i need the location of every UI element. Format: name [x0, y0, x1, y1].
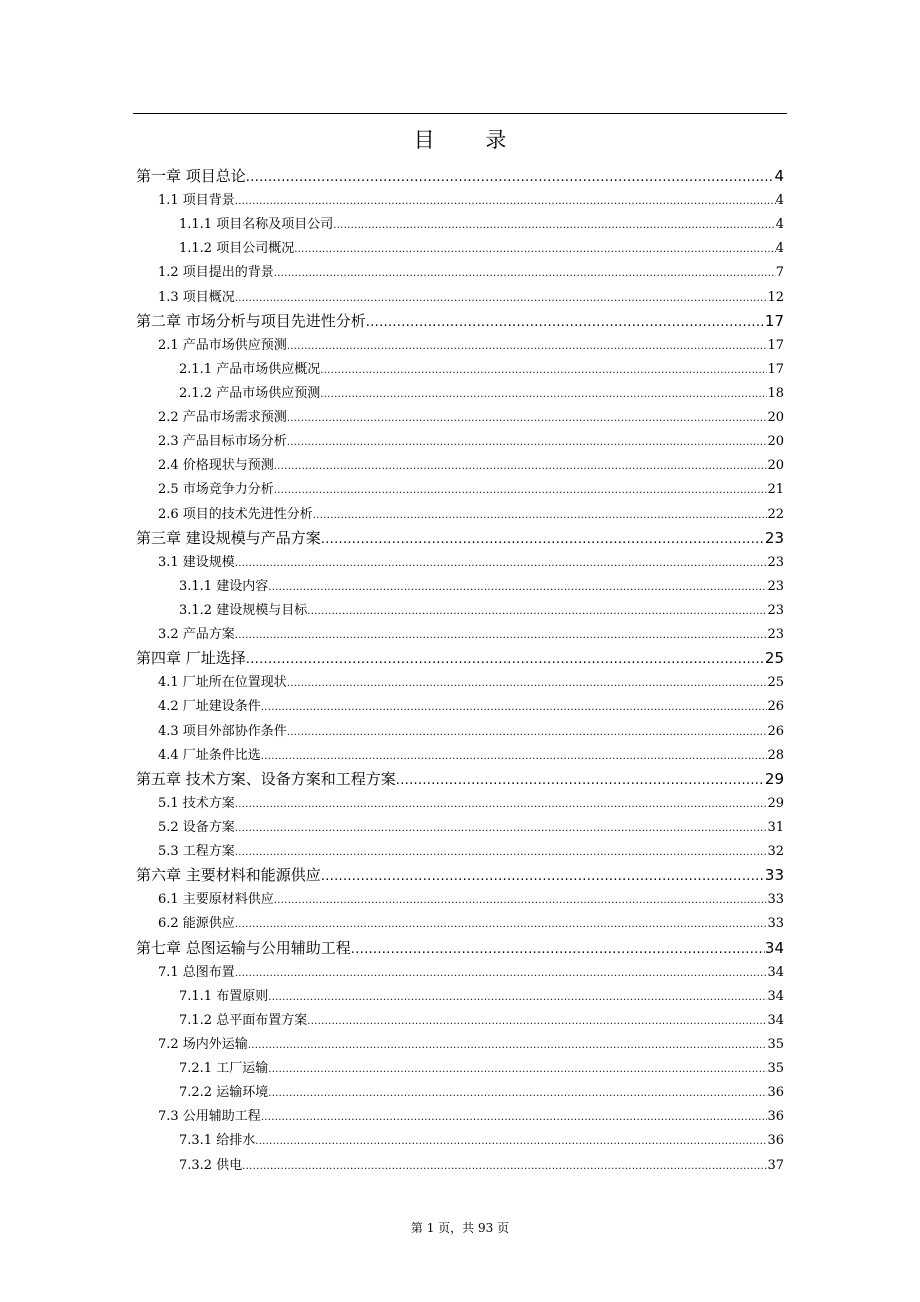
toc-page-number: 36: [767, 1109, 784, 1125]
toc-subsection[interactable]: [136, 1154, 784, 1178]
toc-section[interactable]: [136, 695, 784, 719]
toc-subsection[interactable]: [136, 213, 784, 237]
toc-page-number: 23: [767, 602, 784, 618]
toc-dot-leader: [274, 895, 768, 906]
toc-dot-leader: [235, 823, 768, 834]
toc-section[interactable]: [136, 840, 784, 864]
toc-chapter[interactable]: [136, 864, 784, 888]
toc-entry-title: 1.1 项目背景: [158, 193, 235, 209]
toc-entry-title: 5.1 技术方案: [158, 795, 235, 811]
toc-chapter[interactable]: [136, 647, 784, 671]
toc-subsection[interactable]: [136, 575, 784, 599]
toc-entry-title: 第六章 主要材料和能源供应: [136, 866, 321, 885]
toc-page-number: 4: [775, 241, 784, 257]
toc-page-number: 20: [767, 410, 784, 426]
toc-page-number: 12: [767, 289, 784, 305]
toc-section[interactable]: [136, 430, 784, 454]
toc-entry-title: 第七章 总图运输与公用辅助工程: [136, 938, 351, 957]
header-rule: [133, 113, 787, 114]
toc-section[interactable]: [136, 720, 784, 744]
toc-entry-title: 1.3 项目概况: [158, 289, 235, 305]
toc-dot-leader: [235, 799, 768, 810]
toc-chapter[interactable]: [136, 527, 784, 551]
toc-page-number: 21: [767, 482, 784, 498]
toc-section[interactable]: [136, 623, 784, 647]
toc-section[interactable]: [136, 792, 784, 816]
toc-entry-title: 5.3 工程方案: [158, 844, 235, 860]
toc-entry-title: 2.1 产品市场供应预测: [158, 337, 287, 353]
toc-dot-leader: [235, 968, 768, 979]
page-footer: 第 1 页，共 93 页: [410, 1221, 510, 1235]
toc-section[interactable]: [136, 671, 784, 695]
toc-page-number: 17: [764, 311, 784, 330]
toc-section[interactable]: [136, 406, 784, 430]
toc-page-number: 28: [767, 747, 784, 763]
toc-page-number: 23: [767, 627, 784, 643]
toc-subsection[interactable]: [136, 1009, 784, 1033]
toc-section[interactable]: [136, 261, 784, 285]
toc-entry-title: 7.2 场内外运输: [158, 1037, 248, 1053]
toc-entry-title: 2.2 产品市场需求预测: [158, 410, 287, 426]
toc-entry-title: 7.2.1 工厂运输: [179, 1061, 269, 1077]
toc-entry-title: 5.2 设备方案: [158, 820, 235, 835]
toc-section[interactable]: [136, 334, 784, 358]
toc-entry-title: 6.2 能源供应: [158, 916, 235, 932]
toc-page-number: 34: [767, 964, 784, 980]
toc-page-number: 7: [775, 265, 784, 281]
toc-page-number: 26: [767, 723, 784, 739]
toc-dot-leader: [235, 293, 768, 304]
toc-dot-leader: [333, 220, 776, 231]
toc-section[interactable]: [136, 1033, 784, 1057]
toc-dot-leader: [248, 1040, 768, 1051]
toc-subsection[interactable]: [136, 599, 784, 623]
toc-subsection[interactable]: [136, 358, 784, 382]
toc-page-number: 20: [767, 434, 784, 450]
toc-page-number: 35: [767, 1061, 784, 1077]
toc-page-number: 34: [767, 988, 784, 1004]
toc-entry-title: 1.1.1 项目名称及项目公司: [179, 217, 334, 233]
toc-page-number: 33: [767, 892, 784, 908]
toc-page-number: 18: [767, 386, 784, 402]
toc-entry-title: 4.4 厂址条件比选: [158, 747, 261, 763]
toc-entry-title: 2.1.2 产品市场供应预测: [179, 386, 321, 402]
toc-chapter[interactable]: [136, 937, 784, 961]
page-title: 目 录: [413, 128, 529, 152]
toc-chapter[interactable]: [136, 768, 784, 792]
toc-section[interactable]: [136, 551, 784, 575]
toc-page-number: 34: [764, 938, 784, 957]
toc-subsection[interactable]: [136, 1129, 784, 1153]
toc-entry-title: 4.1 厂址所在位置现状: [158, 675, 287, 691]
toc-dot-leader: [274, 268, 776, 279]
toc-dot-leader: [307, 606, 767, 617]
toc-entry-title: 7.3.1 给排水: [179, 1133, 256, 1149]
toc-entry-title: 7.2.2 运输环境: [179, 1085, 269, 1101]
toc-subsection[interactable]: [136, 985, 784, 1009]
toc-entry-title: 第一章 项目总论: [136, 167, 246, 185]
toc-dot-leader: [268, 1064, 767, 1075]
toc-page-number: 23: [764, 528, 784, 547]
toc-page-number: 22: [767, 506, 784, 522]
toc-entry-title: 7.3 公用辅助工程: [158, 1109, 261, 1125]
toc-page-number: 17: [767, 337, 784, 353]
toc-page-number: 26: [767, 699, 784, 715]
toc-page-number: 29: [767, 795, 784, 811]
toc-subsection[interactable]: [136, 237, 784, 261]
toc-dot-leader: [274, 461, 768, 472]
toc-page-number: 31: [767, 820, 784, 835]
toc-page-number: 25: [767, 675, 784, 691]
toc-section[interactable]: [136, 961, 784, 985]
toc-subsection[interactable]: [136, 382, 784, 406]
toc-page-number: 23: [767, 554, 784, 570]
toc-page-number: 34: [767, 1012, 784, 1028]
toc-page-number: 20: [767, 458, 784, 474]
toc-page-number: 36: [767, 1085, 784, 1101]
toc-section[interactable]: [136, 286, 784, 310]
toc-dot-leader: [287, 341, 768, 352]
toc-dot-leader: [246, 170, 775, 185]
toc-dot-leader: [287, 413, 768, 424]
toc-entry-title: 2.6 项目的技术先进性分析: [158, 506, 313, 522]
toc-section[interactable]: [136, 912, 784, 936]
toc-dot-leader: [307, 1016, 767, 1027]
toc-section[interactable]: [136, 454, 784, 478]
toc-page-number: 4: [774, 167, 784, 185]
toc-chapter[interactable]: [136, 310, 784, 334]
toc-section[interactable]: [136, 1105, 784, 1129]
toc-subsection[interactable]: [136, 1057, 784, 1081]
toc-dot-leader: [274, 485, 768, 496]
toc-dot-leader: [366, 315, 765, 330]
toc-entry-title: 2.1.1 产品市场供应概况: [179, 361, 321, 377]
toc-entry-title: 7.1.2 总平面布置方案: [179, 1012, 308, 1028]
toc-entry-title: 4.3 项目外部协作条件: [158, 723, 287, 739]
toc-dot-leader: [320, 389, 767, 400]
toc-entry-title: 3.1.1 建设内容: [179, 578, 269, 594]
toc-dot-leader: [313, 510, 768, 521]
toc-dot-leader: [235, 630, 768, 641]
toc-section[interactable]: [136, 744, 784, 768]
toc-entry-title: 7.3.2 供电: [179, 1157, 243, 1173]
toc-entry-title: 1.1.2 项目公司概况: [179, 241, 295, 257]
toc-entry-title: 7.1.1 布置原则: [179, 988, 269, 1004]
toc-dot-leader: [235, 847, 768, 858]
toc-entry-title: 3.1.2 建设规模与目标: [179, 602, 308, 618]
toc-dot-leader: [268, 992, 767, 1003]
toc-section[interactable]: [136, 888, 784, 912]
toc-dot-leader: [261, 1112, 768, 1123]
toc-section[interactable]: [136, 478, 784, 502]
toc-dot-leader: [351, 942, 765, 957]
toc-entry-title: 1.2 项目提出的背景: [158, 265, 274, 281]
toc-dot-leader: [287, 437, 768, 448]
toc-page-number: 32: [767, 844, 784, 860]
toc-entry-title: 2.5 市场竞争力分析: [158, 482, 274, 498]
toc-entry-title: 4.2 厂址建设条件: [158, 699, 261, 715]
toc-entry-title: 第二章 市场分析与项目先进性分析: [136, 311, 366, 330]
toc-entry-title: 3.1 建设规模: [158, 554, 235, 570]
toc-dot-leader: [268, 582, 767, 593]
toc-section[interactable]: [136, 503, 784, 527]
toc-entry-title: 第四章 厂址选择: [136, 649, 246, 668]
toc-page-number: 33: [764, 866, 784, 885]
toc-dot-leader: [321, 532, 765, 547]
toc-page-number: 4: [775, 217, 784, 233]
toc-entry-title: 第三章 建设规模与产品方案: [136, 528, 321, 547]
toc-dot-leader: [287, 727, 768, 738]
toc-entry-title: 7.1 总图布置: [158, 964, 235, 980]
toc-dot-leader: [255, 1136, 767, 1147]
toc-page-number: 36: [767, 1133, 784, 1149]
toc-subsection[interactable]: [136, 1081, 784, 1105]
toc-page-number: 25: [764, 649, 784, 668]
toc-page-number: 37: [767, 1157, 784, 1173]
toc-dot-leader: [235, 919, 768, 930]
toc-page-number: 29: [764, 769, 784, 788]
toc-dot-leader: [261, 751, 768, 762]
toc-dot-leader: [242, 1161, 767, 1172]
toc-entry-title: 2.4 价格现状与预测: [158, 458, 274, 474]
toc-entry-title: 3.2 产品方案: [158, 627, 235, 643]
toc-page-number: 33: [767, 916, 784, 932]
toc-page-number: 17: [767, 361, 784, 377]
toc-entry-title: 第五章 技术方案、设备方案和工程方案: [136, 769, 396, 788]
toc-dot-leader: [235, 558, 768, 569]
toc-dot-leader: [261, 702, 768, 713]
toc-dot-leader: [268, 1088, 767, 1099]
toc-chapter[interactable]: [136, 165, 784, 189]
toc-section[interactable]: [136, 189, 784, 213]
toc-dot-leader: [321, 869, 765, 884]
toc-dot-leader: [320, 365, 767, 376]
toc-dot-leader: [246, 652, 765, 667]
toc-page-number: 4: [775, 193, 784, 209]
toc-dot-leader: [287, 678, 768, 689]
table-of-contents: [136, 165, 784, 1178]
toc-dot-leader: [235, 196, 776, 207]
toc-dot-leader: [294, 244, 776, 255]
toc-page-number: 35: [767, 1037, 784, 1053]
toc-section[interactable]: [136, 816, 784, 840]
toc-entry-title: 2.3 产品目标市场分析: [158, 434, 287, 450]
toc-dot-leader: [396, 773, 765, 788]
toc-entry-title: 6.1 主要原材料供应: [158, 892, 274, 908]
toc-page-number: 23: [767, 578, 784, 594]
